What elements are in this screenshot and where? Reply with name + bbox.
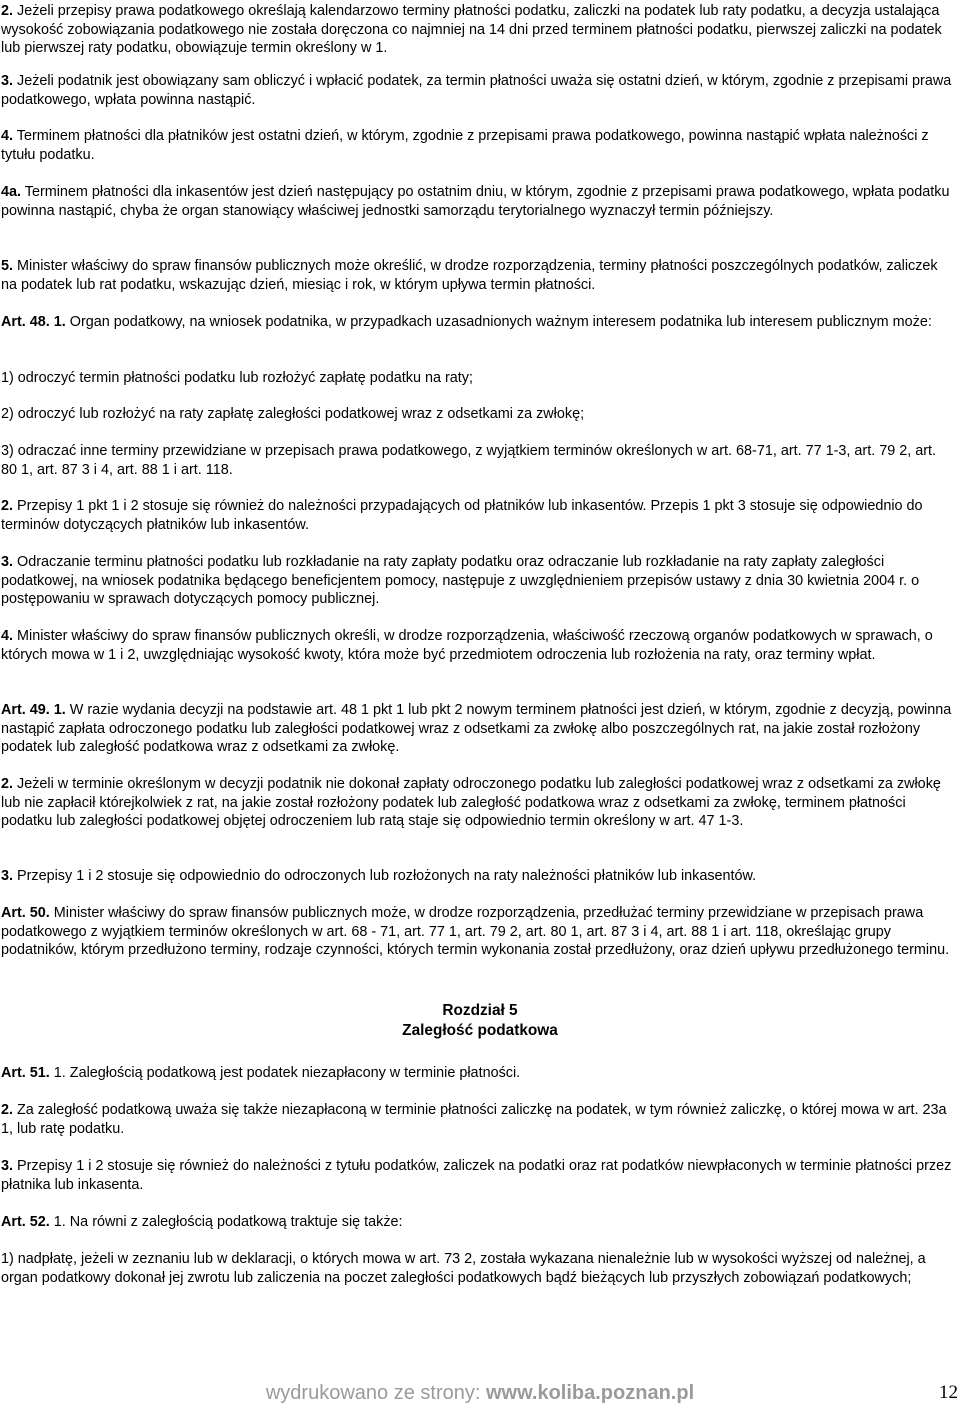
footer-source-text (0, 1382, 960, 1405)
paragraph-art50: Art. 50. Minister właściwy do spraw finansów publicznych może, w drodze rozporządzenia, przedłużać terminy przewidziane w przepisach prawa podatkowego z wyjątkiem terminów określonych w art. 68 - 71, art. 77 1, art. 79 2, art. 80 1, art. 87 3 i 4, art. 88 1 i art. 118, określając grupy podatników, którym przedłużono terminy, rodzaje czynności, których termin wykonania został przedłużony, oraz dzień upływu przedłużonego terminu. (1, 905, 950, 959)
list-item-art48-1-2: 2) odroczyć lub rozłożyć na raty zapłatę zaległości podatkowej wraz z odsetkami za zwłokę; (1, 406, 585, 422)
chapter-number: Rozdział 5 (442, 1002, 518, 1019)
footer-prefix: wydrukowano ze strony: (265, 1382, 486, 1404)
page-number: 12 (939, 1382, 958, 1403)
paragraph-art52-1: Art. 52. 1. Na równi z zaległością podatkową traktuje się także: (1, 1214, 403, 1230)
paragraph-art51-1: Art. 51. 1. Zaległością podatkową jest podatek niezapłacony w terminie płatności. (1, 1065, 521, 1081)
chapter-title: Zaległość podatkowa (402, 1022, 558, 1039)
paragraph-art47-4a: 4a. Terminem płatności dla inkasentów jest dzień następujący po ostatnim dniu, w którym, zgodnie z przepisami prawa podatkowego, wpłata podatku powinna nastąpić, chyba że organ stanowiący właściwej jednostki samorządu terytorialnego wyznaczył termin późniejszy. (1, 184, 950, 219)
paragraph-art48-2: 2. Przepisy 1 pkt 1 i 2 stosuje się również do należności przypadających od płatników lub inkasentów. Przepis 1 pkt 3 stosuje się odpowiednio do terminów dotyczących płatników lub inkasentów. (1, 498, 923, 533)
paragraph-art48-3: 3. Odraczanie terminu płatności podatku lub rozkładanie na raty zapłaty podatku oraz odraczanie lub rozkładanie na raty zapłaty zaległości podatkowej, na wniosek podatnika będącego beneficjentem pomocy, następuje z uwzględnieniem przepisów ustawy z dnia 30 kwietnia 2004 r. o postępowaniu w sprawach dotyczących pomocy publicznej. (1, 554, 920, 608)
list-item-art52-1-1: 1) nadpłatę, jeżeli w zeznaniu lub w deklaracji, o których mowa w art. 73 2, została wykazana nienależnie lub w wysokości wyższej od należnej, a organ podatkowy dokonał jej zwrotu lub zaliczenia na poczet zaległości podatkowych bądź bieżących lub przyszłych zobowiązań podatkowych; (1, 1251, 926, 1286)
paragraph-art51-2: 2. Za zaległość podatkową uważa się także niezapłaconą w terminie płatności zaliczkę na podatek, w tym również zaliczkę, o której mowa w art. 23a 1, lub ratę podatku. (1, 1102, 947, 1137)
paragraph-art49-3: 3. Przepisy 1 i 2 stosuje się odpowiednio do odroczonych lub rozłożonych na raty należności płatników lub inkasentów. (1, 868, 757, 884)
list-item-art48-1-1: 1) odroczyć termin płatności podatku lub rozłożyć zapłatę podatku na raty; (1, 370, 473, 386)
paragraph-art48-4: 4. Minister właściwy do spraw finansów publicznych określi, w drodze rozporządzenia, właściwość rzeczową organów podatkowych w sprawach, o których mowa w 1 i 2, uwzględniając wysokość kwoty, która może być przedmiotem odroczenia lub rozłożenia na raty, oraz terminy wpłat. (1, 628, 933, 663)
paragraph-art49-2: 2. Jeżeli w terminie określonym w decyzji podatnik nie dokonał zapłaty odroczonego podatku lub zaległości podatkowej wraz z odsetkami za zwłokę lub nie zapłacił którejkolwiek z rat, na jakie został rozłożony podatek lub zaległość podatkowa wraz z odsetkami za zwłokę, terminem płatności podatku lub zaległości podatkowej objętej odroczeniem lub ratą staje się odpowiednio termin określony w art. 47 1-3. (1, 776, 941, 830)
paragraph-art47-5: 5. Minister właściwy do spraw finansów publicznych może określić, w drodze rozporządzenia, terminy płatności poszczególnych podatków, zaliczek na podatek lub rat podatku, wskazując dzień, miesiąc i rok, w którym upływa termin płatności. (1, 258, 938, 293)
paragraph-art48-1: Art. 48. 1. Organ podatkowy, na wniosek podatnika, w przypadkach uzasadnionych ważnym interesem podatnika lub interesem publicznym może: (1, 314, 932, 330)
footer-domain-link[interactable]: www.koliba.poznan.pl (485, 1382, 695, 1404)
paragraph-art47-3: 3. Jeżeli podatnik jest obowiązany sam obliczyć i wpłacić podatek, za termin płatności uważa się ostatni dzień, w którym, zgodnie z przepisami prawa podatkowego, wpłata powinna nastąpić. (1, 73, 952, 108)
list-item-art48-1-3: 3) odraczać inne terminy przewidziane w przepisach prawa podatkowego, z wyjątkiem terminów określonych w art. 68-71, art. 77 1-3, art. 79 2, art. 80 1, art. 87 3 i 4, art. 88 1 i art. 118. (1, 443, 937, 478)
paragraph-art49-1: Art. 49. 1. W razie wydania decyzji na podstawie art. 48 1 pkt 1 lub pkt 2 nowym terminem płatności jest dzień, w którym, zgodnie z decyzją, powinna nastąpić zapłata odroczonego podatku lub zaległości podatkowej wraz z odsetkami za zwłokę albo poszczególnych rat, na jakie został rozłożony podatek lub zaległość podatkowa wraz z odsetkami za zwłokę. (1, 702, 952, 756)
page-footer (0, 1380, 960, 1408)
paragraph-art51-3: 3. Przepisy 1 i 2 stosuje się również do należności z tytułu podatków, zaliczek na podatki oraz rat podatków niewpłaconych w terminie płatności przez płatnika lub inkasenta. (1, 1158, 952, 1193)
paragraph-art47-2: 2. Jeżeli przepisy prawa podatkowego określają kalendarzowo terminy płatności podatku, zaliczki na podatek lub raty podatku, a decyzja ustalająca wysokość zobowiązania podatkowego nie została doręczona co najmniej na 14 dni przed terminem płatności podatku, pierwszej zaliczki na podatek lub pierwszej raty podatku, obowiązuje termin określony w 1. (1, 3, 942, 57)
paragraph-art47-4: 4. Terminem płatności dla płatników jest ostatni dzień, w którym, zgodnie z przepisami prawa podatkowego, powinna nastąpić wpłata należności z tytułu podatku. (1, 128, 929, 163)
